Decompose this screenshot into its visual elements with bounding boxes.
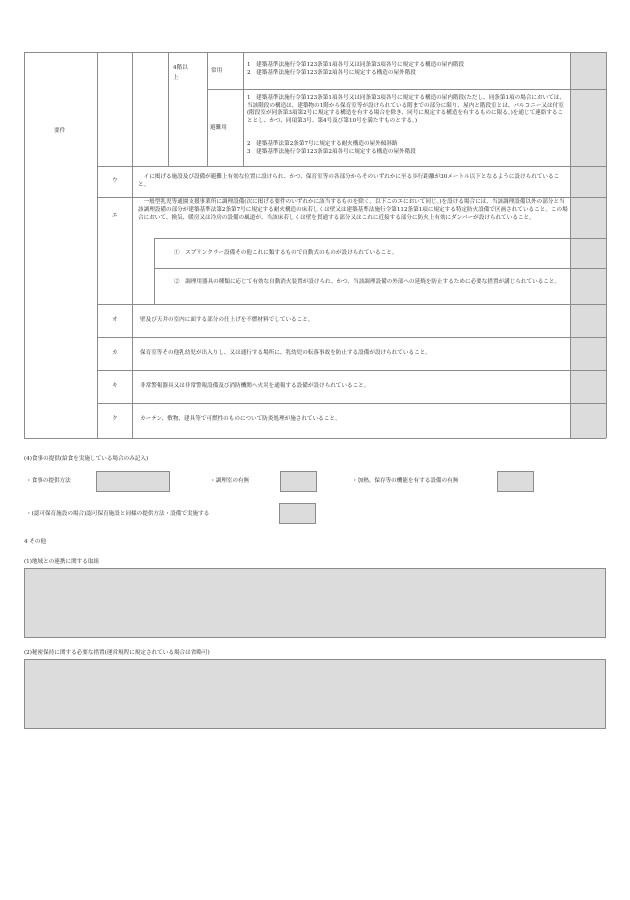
row-key: オ — [112, 317, 118, 323]
heating-field[interactable] — [497, 471, 534, 492]
section-title: 4 その他 — [24, 539, 47, 545]
sub-item: ① スプリンクラー設備その他これに類するもので自動式のものが設けられていること。 — [174, 250, 398, 256]
row-key: エ — [112, 213, 118, 219]
normal-use-label: 常用 — [211, 68, 223, 74]
requirements-label: 要件 — [54, 128, 66, 134]
row-text: イに掲げる施設及び設備が避難上有効な位置に設けられ、かつ、保育室等の各部分からそのいずれかに至る歩行距離が30メートル以下となるように設けられていること。 — [138, 174, 560, 188]
evacuation-use-item: 3 建築基準法施行令第123条第2項各号に規定する構造の屋外階段 — [247, 149, 416, 155]
kitchen-label: ・調理室の有無 — [210, 478, 250, 484]
confidentiality-field[interactable] — [24, 659, 606, 729]
row-key: キ — [112, 383, 118, 389]
community-label: (1)地域との連携に関する取組 — [24, 559, 100, 565]
normal-use-item: 2 建築基準法施行令第123条第2項各号に規定する構造の屋外階段 — [247, 70, 416, 76]
same-method-field[interactable] — [279, 503, 316, 524]
normal-use-item: 1 建築基準法施行令第123条第1項各号又は同条第3項各号に規定する構造の屋内階段 — [247, 62, 465, 68]
row-text: 非常警報器具又は非常警報設備及び消防機関へ火災を通報する設備が設けられていること。 — [140, 383, 370, 389]
heating-label: ・加熱、保存等の機能を有する設備の有無 — [352, 478, 459, 484]
meal-method-label: ・食事の提供方法 — [26, 478, 71, 484]
meal-title: (4)食事の提供(給食を実施している場合のみ記入) — [24, 456, 149, 462]
evacuation-use-label: 避難用 — [210, 125, 227, 131]
check-column[interactable] — [570, 52, 606, 438]
row-text: 一般型乳児等通園支援事業所に調理設備(次に掲げる要件のいずれかに該当するものを除く。以下このエにおいて同じ。)を設ける場合には、当該調理設備以外の部分と当該調理設備の部分が建築基準法第2条第7号に規定する耐火構造の床若しくは壁又は建築基準法施行令第112条第1項に規定する特定防火設備で区画されていること。この場合において、換気、暖房又は冷房の設備の風道が、当該床若しくは壁を貫通する部分又はこれに近接する部分に防火上有効にダンパーが設けられていること。 — [138, 199, 568, 221]
sub-item: ② 調理用器具の種類に応じて有効な自動消火装置が設けられ、かつ、当該調理設備の外部への延焼を防止するために必要な措置が講じられていること。 — [174, 279, 561, 285]
floor-label: 4階以上 — [173, 65, 188, 81]
row-text: 保育室等その他乳幼児が出入りし、又は通行する場所に、乳幼児の転落事故を防止する設備が設けられていること。 — [140, 350, 431, 356]
evacuation-use-item: 2 建築基準法第2条第7号に規定する耐火構造の屋外傾斜路 — [247, 141, 398, 147]
row-key: ク — [112, 416, 118, 422]
confidentiality-label: (2)秘密保持に関する必要な措置(運営規程に規定されている場合は省略可) — [24, 650, 210, 656]
kitchen-field[interactable] — [280, 471, 317, 492]
same-method-label: ・(認可保育施設の場合)認可保育施設と同様の提供方法・設備で実施する — [26, 511, 210, 517]
row-key: ウ — [112, 178, 118, 184]
row-key: カ — [112, 350, 118, 356]
row-text: 壁及び天井の室内に面する部分の仕上げを不燃材料でしていること。 — [140, 317, 314, 323]
meal-method-field[interactable] — [96, 471, 170, 492]
evacuation-use-item: 1 建築基準法施行令第123条第1項各号又は同条第3項各号に規定する構造の屋内階段(ただし、同条第1項の場合においては、当該階段の構造は、建築物の1階から保育室等が設けられている階までの部分に限り、屋内と階段室とは、バルコニー又は付室(階段室が同条第3項第2号に規定する構造を有する場合を除き、同号に規定する構造を有するものに限る。)を通じて連絡することとし、かつ、同項第3号、第4号及び第10号を満たすものとする。) — [247, 95, 565, 125]
community-field[interactable] — [24, 568, 606, 638]
row-text: カーテン、敷物、建具等で可燃性のものについて防炎処理が施されていること。 — [140, 416, 341, 422]
